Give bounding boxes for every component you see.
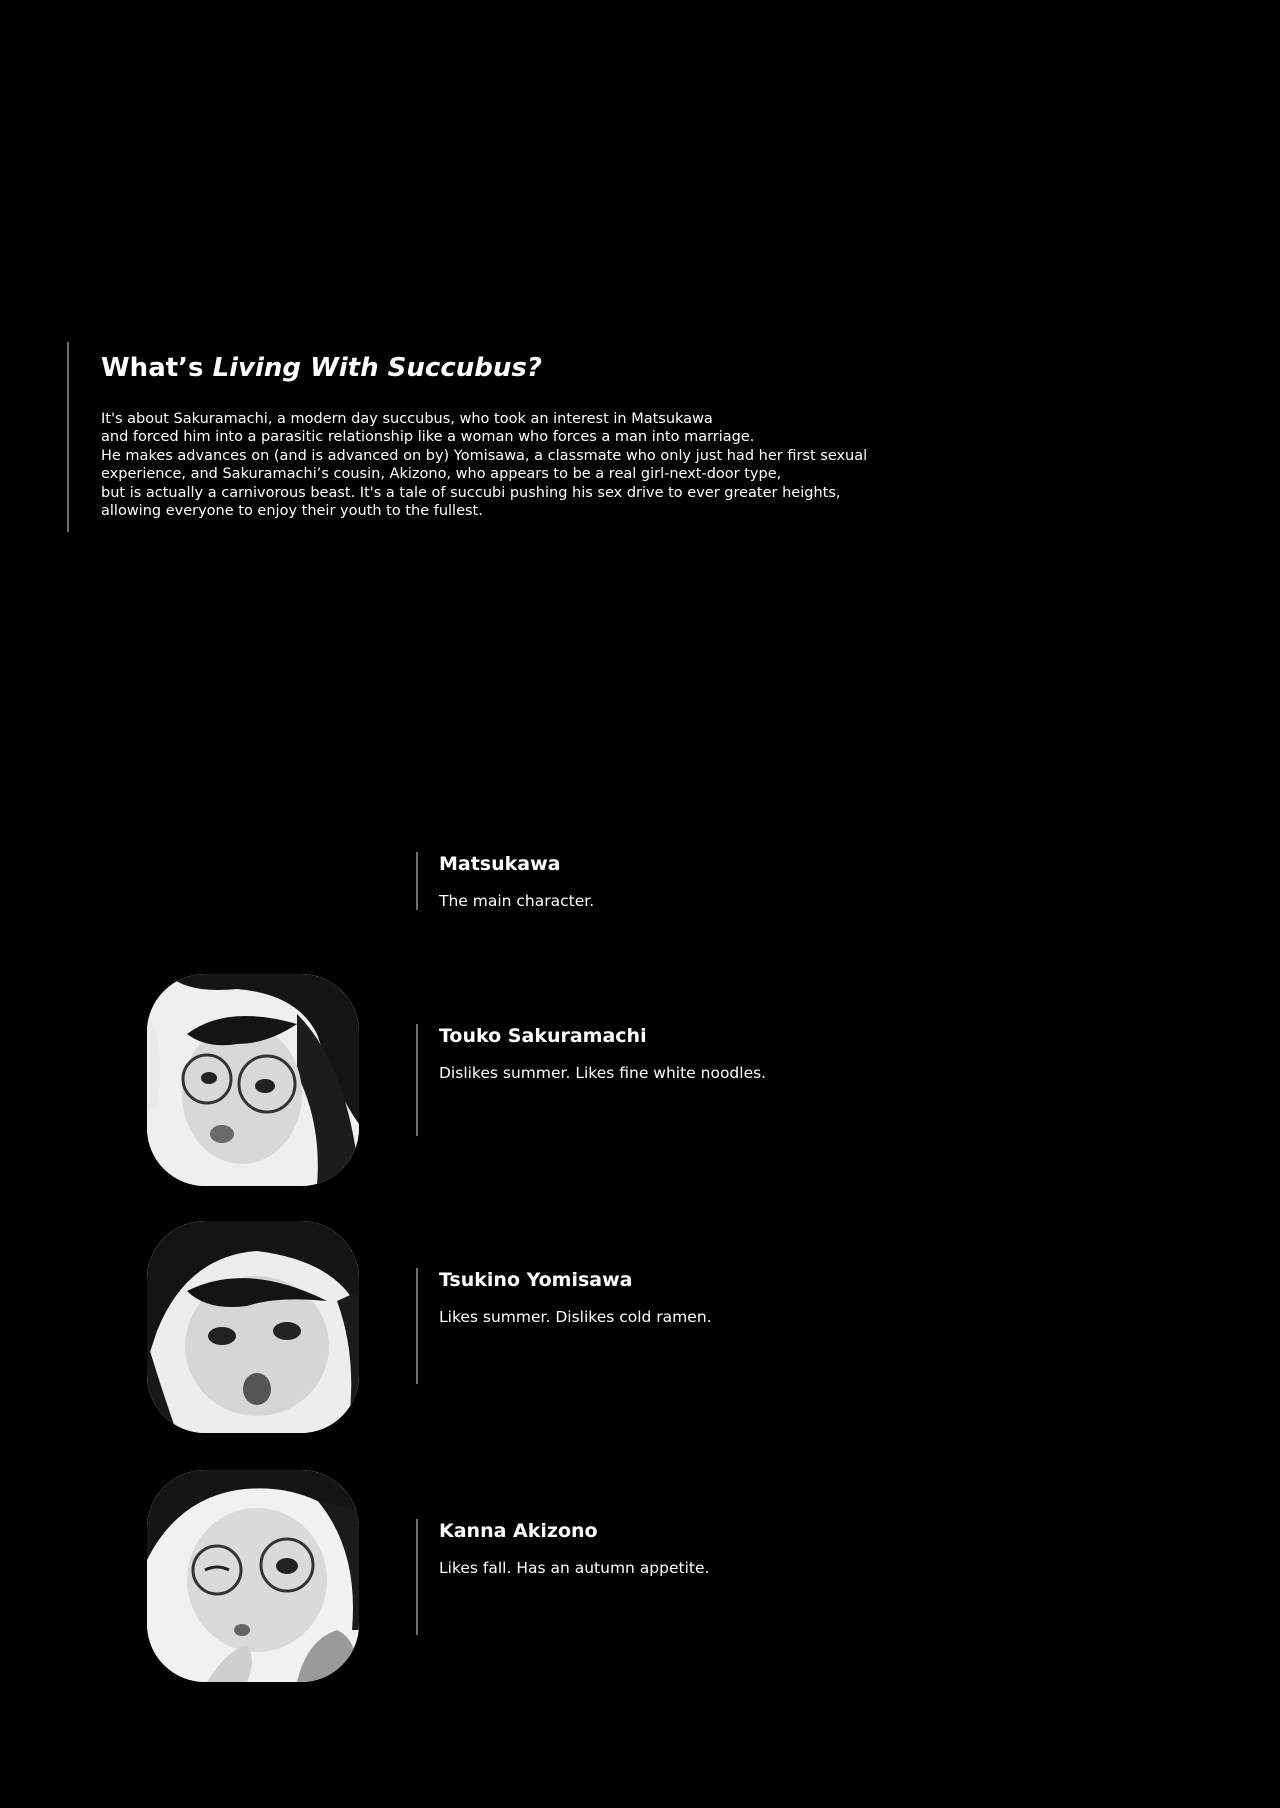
portrait-sakuramachi [147,974,359,1186]
intro-line: allowing everyone to enjoy their youth to the fullest. [101,503,483,520]
intro-title [101,352,542,386]
character-name: Touko Sakuramachi [439,1025,647,1047]
character-akizono [416,1519,709,1635]
character-description: The main character. [439,892,595,910]
intro-body [101,410,881,520]
portrait-yomisawa [147,1221,359,1433]
character-description: Likes fall. Has an autumn appetite. [439,1559,710,1577]
character-name: Tsukino Yomisawa [439,1269,633,1291]
intro-line: experience, and Sakuramachi’s cousin, Akizono, who appears to be a real girl-next-door type, [101,466,782,483]
character-name: Matsukawa [439,853,561,875]
character-description: Dislikes summer. Likes fine white noodles. [439,1064,767,1082]
character-description: Likes summer. Dislikes cold ramen. [439,1308,712,1326]
character-matsukawa [416,852,594,910]
portrait-yomisawa-illustration [147,1221,359,1433]
portrait-akizono-illustration [147,1470,359,1682]
character-sakuramachi [416,1024,766,1136]
intro-section [67,342,869,532]
character-yomisawa [416,1268,712,1384]
intro-title-italic: Living With Succubus? [212,353,542,383]
portrait-sakuramachi-illustration [147,974,359,1186]
character-name: Kanna Akizono [439,1520,598,1542]
intro-title-plain: What’s [101,353,213,383]
intro-line: He makes advances on (and is advanced on by) Yomisawa, a classmate who only just had her first sexual [101,447,868,464]
intro-line: It's about Sakuramachi, a modern day succubus, who took an interest in Matsukawa [101,411,713,427]
intro-line: but is actually a carnivorous beast. It's a tale of succubi pushing his sex drive to ever greater heights, [101,484,841,501]
intro-line: and forced him into a parasitic relationship like a woman who forces a man into marriage. [101,429,755,446]
portrait-akizono [147,1470,359,1682]
